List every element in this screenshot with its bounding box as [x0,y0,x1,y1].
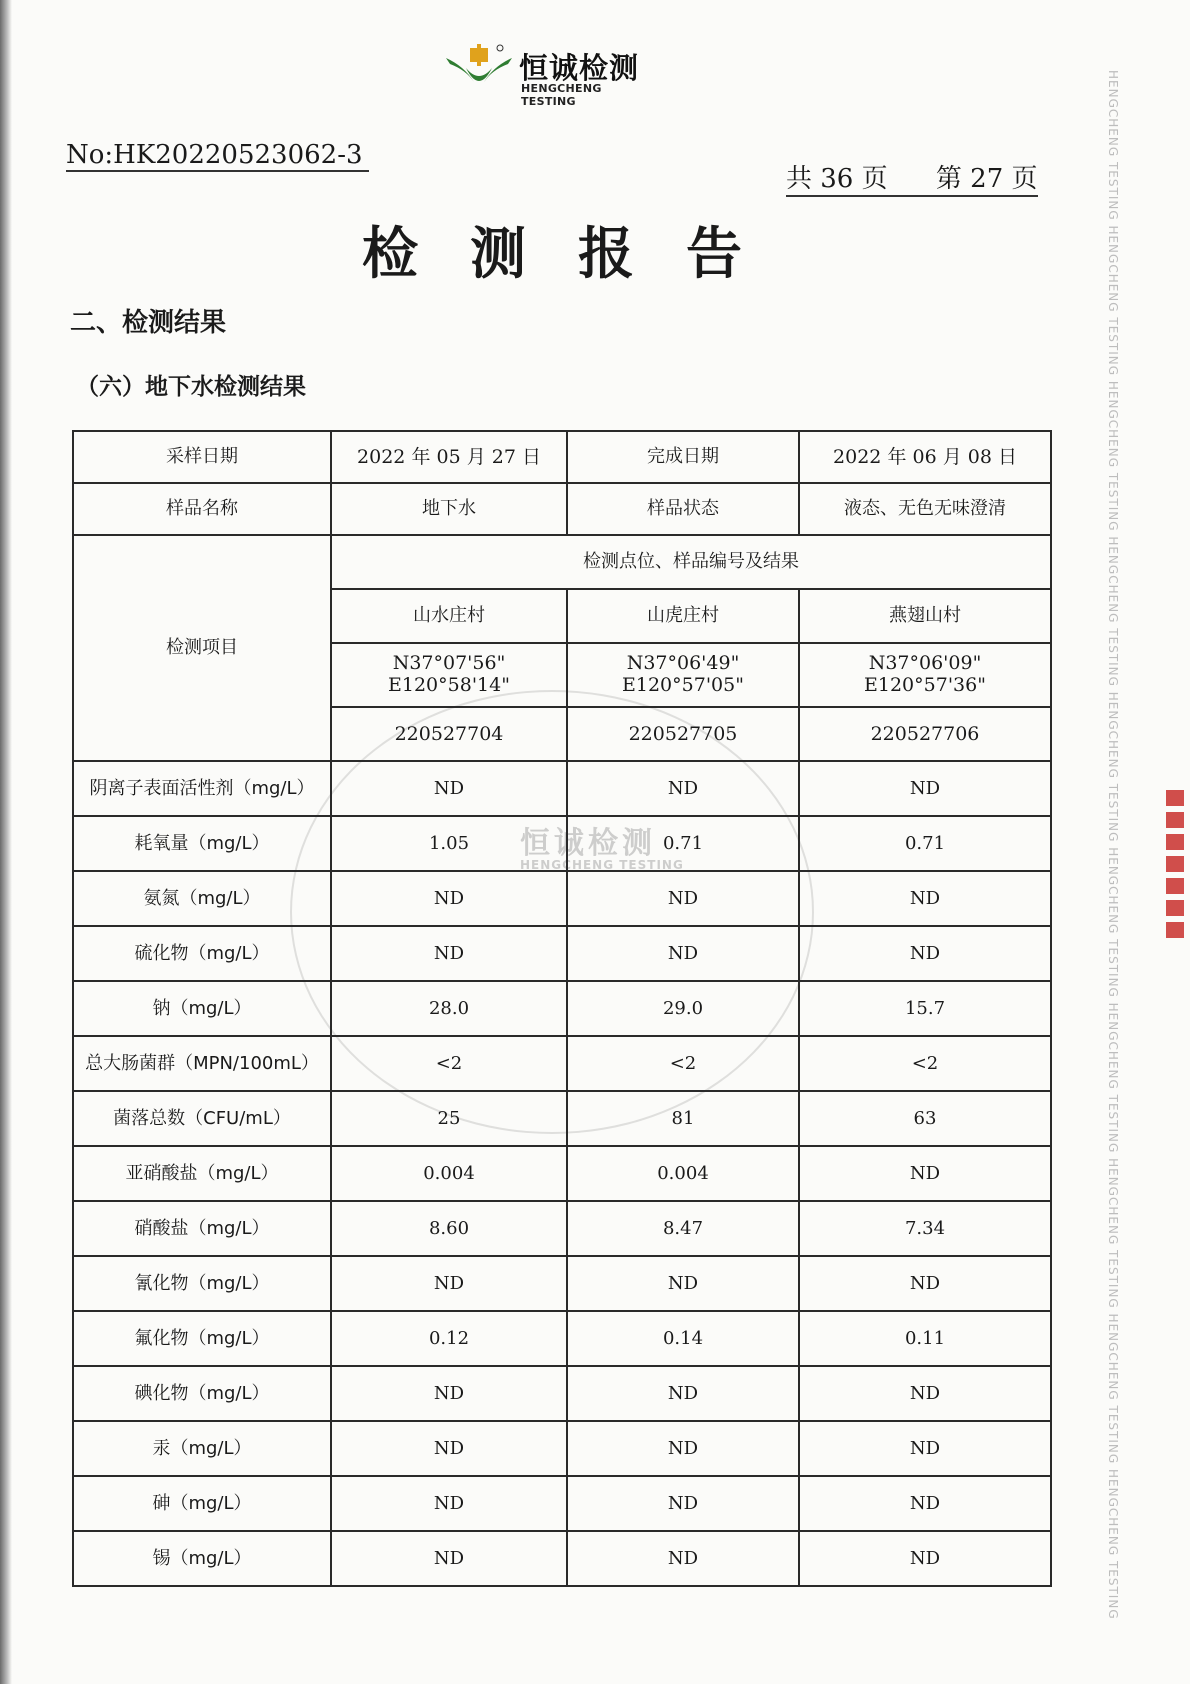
result-value: 0.11 [799,1311,1051,1366]
result-value: ND [331,1476,567,1531]
site-longitude: E120°57'05" [622,674,744,696]
result-value: ND [331,926,567,981]
table-row [73,1256,1051,1311]
results-table [72,430,1052,1587]
result-value: ND [567,761,799,816]
item-name: 锡（mg/L） [73,1531,331,1586]
item-name: 氨氮（mg/L） [73,871,331,926]
result-value: ND [567,871,799,926]
page-info [786,158,1038,197]
info-row-dates [73,431,1051,483]
section-heading: 二、检测结果 [70,308,227,338]
result-value: ND [799,1531,1051,1586]
result-value: ND [799,1476,1051,1531]
result-value: 29.0 [567,981,799,1036]
result-value: ND [331,1366,567,1421]
completion-date-value: 2022 年 06 月 08 日 [799,431,1051,483]
result-value: ND [799,1366,1051,1421]
result-value: 0.71 [799,816,1051,871]
company-logo [444,44,659,108]
scan-edge-shadow [0,0,12,1684]
center-watermark: 恒诚检测 HENGCHENG TESTING [520,826,684,872]
result-value: 8.60 [331,1201,567,1256]
completion-date-label: 完成日期 [567,431,799,483]
table-row [73,816,1051,871]
site-name: 山虎庄村 [567,589,799,643]
sample-state-value: 液态、无色无味澄清 [799,483,1051,535]
item-name: 亚硝酸盐（mg/L） [73,1146,331,1201]
site-name: 燕翅山村 [799,589,1051,643]
result-value: 0.12 [331,1311,567,1366]
result-value: 7.34 [799,1201,1051,1256]
item-name: 钠（mg/L） [73,981,331,1036]
item-name: 氰化物（mg/L） [73,1256,331,1311]
table-row [73,926,1051,981]
site-latitude: N37°06'49" [626,652,740,675]
results-group-header-row [73,535,1051,589]
item-name: 硫化物（mg/L） [73,926,331,981]
sample-id: 220527704 [331,707,567,761]
table-row [73,1036,1051,1091]
results-group-header: 检测点位、样品编号及结果 [331,535,1051,589]
side-watermark-text: HENGCHENG TESTING HENGCHENG TESTING HENGCHENG TESTING HENGCHENG TESTING HENGCHENG TESTING HENGCHENG TESTING HENGCHENG TESTING HENGCHENG TESTING HENGCHENG TESTING HENGCHENG TESTING [1106,70,1120,1620]
result-value: 0.71 [567,816,799,871]
table-row [73,1311,1051,1366]
table-row [73,1091,1051,1146]
result-value: 8.47 [567,1201,799,1256]
site-longitude: E120°57'36" [864,674,986,696]
logo-bird-icon [444,44,514,96]
item-name: 碘化物（mg/L） [73,1366,331,1421]
result-value: <2 [567,1036,799,1091]
result-value: ND [331,1421,567,1476]
results-table-container [72,430,1050,1587]
table-row [73,1421,1051,1476]
sampling-date-value: 2022 年 05 月 27 日 [331,431,567,483]
logo-english-name: HENGCHENG TESTING [521,82,602,108]
sample-id: 220527706 [799,707,1051,761]
item-name: 阴离子表面活性剂（mg/L） [73,761,331,816]
result-value: ND [567,1421,799,1476]
result-value: ND [567,1366,799,1421]
sample-name-value: 地下水 [331,483,567,535]
result-value: ND [331,761,567,816]
item-name: 耗氧量（mg/L） [73,816,331,871]
table-row [73,1531,1051,1586]
report-number: No:HK20220523062-3 [66,140,369,172]
result-value: ND [799,871,1051,926]
item-name: 砷（mg/L） [73,1476,331,1531]
current-page: 第 27 页 [935,164,1038,194]
result-value: 15.7 [799,981,1051,1036]
result-value: 25 [331,1091,567,1146]
site-latitude: N37°06'09" [868,652,982,675]
result-value: 0.14 [567,1311,799,1366]
result-value: ND [331,1256,567,1311]
site-name: 山水庄村 [331,589,567,643]
result-value: 0.004 [331,1146,567,1201]
site-coordinates [331,643,567,707]
site-coordinates [799,643,1051,707]
item-name: 硝酸盐（mg/L） [73,1201,331,1256]
item-name: 总大肠菌群（MPN/100mL） [73,1036,331,1091]
item-name: 菌落总数（CFU/mL） [73,1091,331,1146]
result-value: ND [799,1421,1051,1476]
table-row [73,1476,1051,1531]
item-name: 氟化物（mg/L） [73,1311,331,1366]
item-column-header: 检测项目 [73,535,331,761]
info-row-sample [73,483,1051,535]
sample-id: 220527705 [567,707,799,761]
result-value: 63 [799,1091,1051,1146]
red-seal-fragment [1166,790,1184,940]
result-value: ND [567,926,799,981]
result-value: ND [799,1256,1051,1311]
result-value: ND [567,1476,799,1531]
logo-chinese-name: 恒诚检测 [519,51,640,85]
result-value: ND [799,926,1051,981]
item-name: 汞（mg/L） [73,1421,331,1476]
result-value: ND [331,871,567,926]
total-pages: 共 36 页 [786,164,888,194]
subsection-heading: （六）地下水检测结果 [76,374,306,400]
site-longitude: E120°58'14" [388,674,510,696]
page-title: 检测报告 [362,222,794,287]
table-row [73,981,1051,1036]
sampling-date-label: 采样日期 [73,431,331,483]
table-row [73,1366,1051,1421]
result-value: 1.05 [331,816,567,871]
sample-state-label: 样品状态 [567,483,799,535]
result-value: ND [331,1531,567,1586]
site-coordinates [567,643,799,707]
result-value: 28.0 [331,981,567,1036]
result-value: ND [799,761,1051,816]
result-value: 81 [567,1091,799,1146]
table-row [73,1201,1051,1256]
result-value: ND [567,1256,799,1311]
result-value: ND [799,1146,1051,1201]
table-row [73,1146,1051,1201]
result-value: <2 [331,1036,567,1091]
result-value: 0.004 [567,1146,799,1201]
site-latitude: N37°07'56" [392,652,506,675]
table-row [73,761,1051,816]
table-row [73,871,1051,926]
sample-name-label: 样品名称 [73,483,331,535]
result-value: ND [567,1531,799,1586]
result-value: <2 [799,1036,1051,1091]
